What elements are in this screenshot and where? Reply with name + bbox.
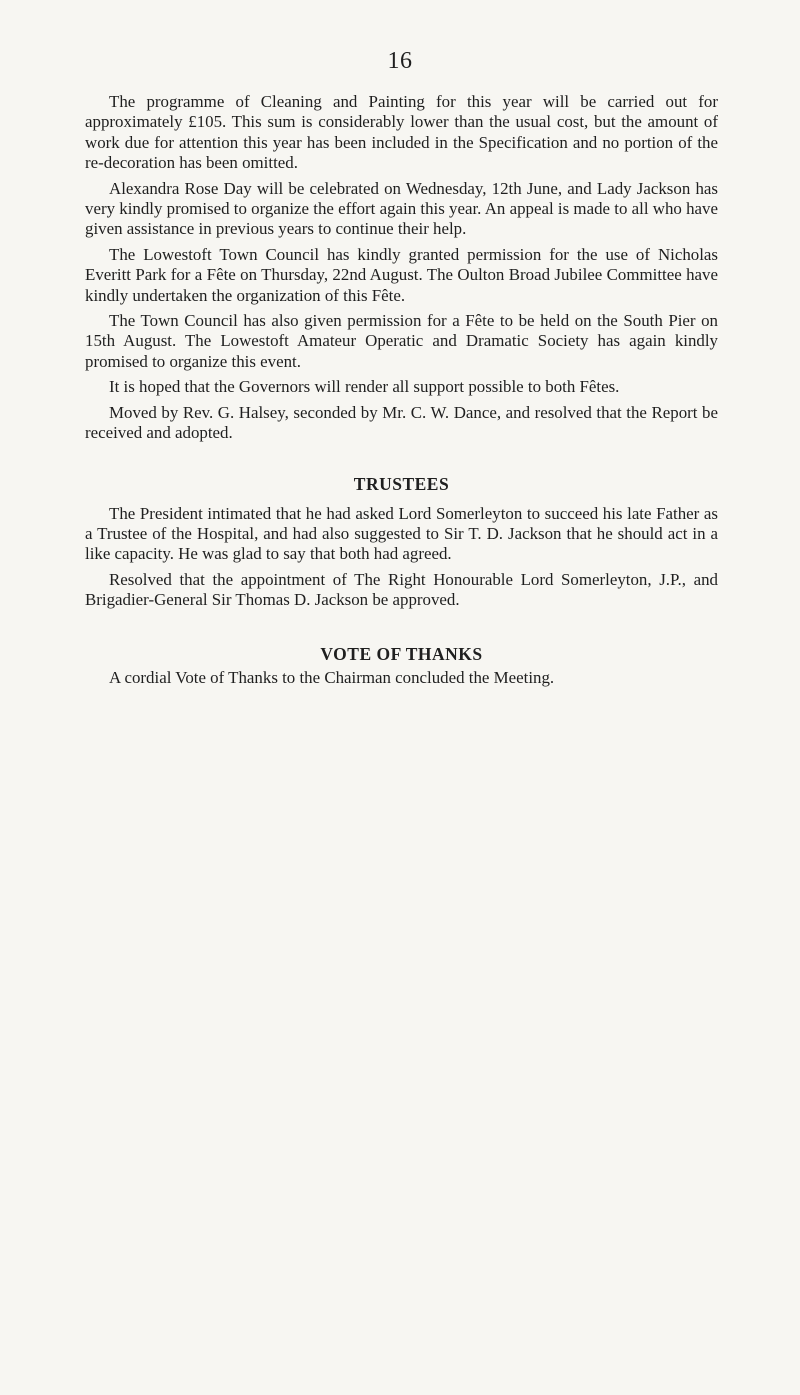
- paragraph-pier-fete: The Town Council has also given permission for a Fête to be held on the South Pier on 15th August. The Lowestoft Amateur Operatic and Dramatic Society has again kindly promised to organize this event.: [85, 311, 718, 371]
- page-number: 16: [387, 48, 413, 74]
- trustees-paragraph-resolution: Resolved that the appointment of The Right Honourable Lord Somerleyton, J.P., and Brigadier-General Sir Thomas D. Jackson be approved.: [85, 569, 718, 610]
- paragraph-park-fete: The Lowestoft Town Council has kindly granted permission for the use of Nicholas Everitt Park for a Fête on Thursday, 22nd August. The Oulton Broad Jubilee Committee have kindly undertaken the organization of this Fête.: [85, 244, 718, 305]
- vote-of-thanks-heading: VOTE OF THANKS: [320, 643, 483, 664]
- page-content: [85, 92, 718, 688]
- paragraph-support: It is hoped that the Governors will render all support possible to both Fêtes.: [109, 377, 620, 397]
- trustees-heading: TRUSTEES: [353, 473, 450, 494]
- trustees-paragraph-president: The President intimated that he had asked Lord Somerleyton to succeed his late Father as a Trustee of the Hospital, and had also suggested to Sir T. D. Jackson that he should act in a like capacity. He was glad to say that both had agreed.: [85, 503, 718, 564]
- paragraph-motion: Moved by Rev. G. Halsey, seconded by Mr. C. W. Dance, and resolved that the Report be received and adopted.: [85, 402, 718, 443]
- paragraph-rose-day: Alexandra Rose Day will be celebrated on Wednesday, 12th June, and Lady Jackson has very kindly promised to organize the effort again this year. An appeal is made to all who have given assistance in previous years to continue their help.: [85, 178, 718, 239]
- paragraph-cleaning-painting: The programme of Cleaning and Painting for this year will be carried out for approximately £105. This sum is considerably lower than the usual cost, but the amount of work due for attention this year has been included in the Specification and no portion of the re-decoration has been omitted.: [85, 92, 718, 173]
- vote-of-thanks-text: A cordial Vote of Thanks to the Chairman concluded the Meeting.: [109, 667, 555, 687]
